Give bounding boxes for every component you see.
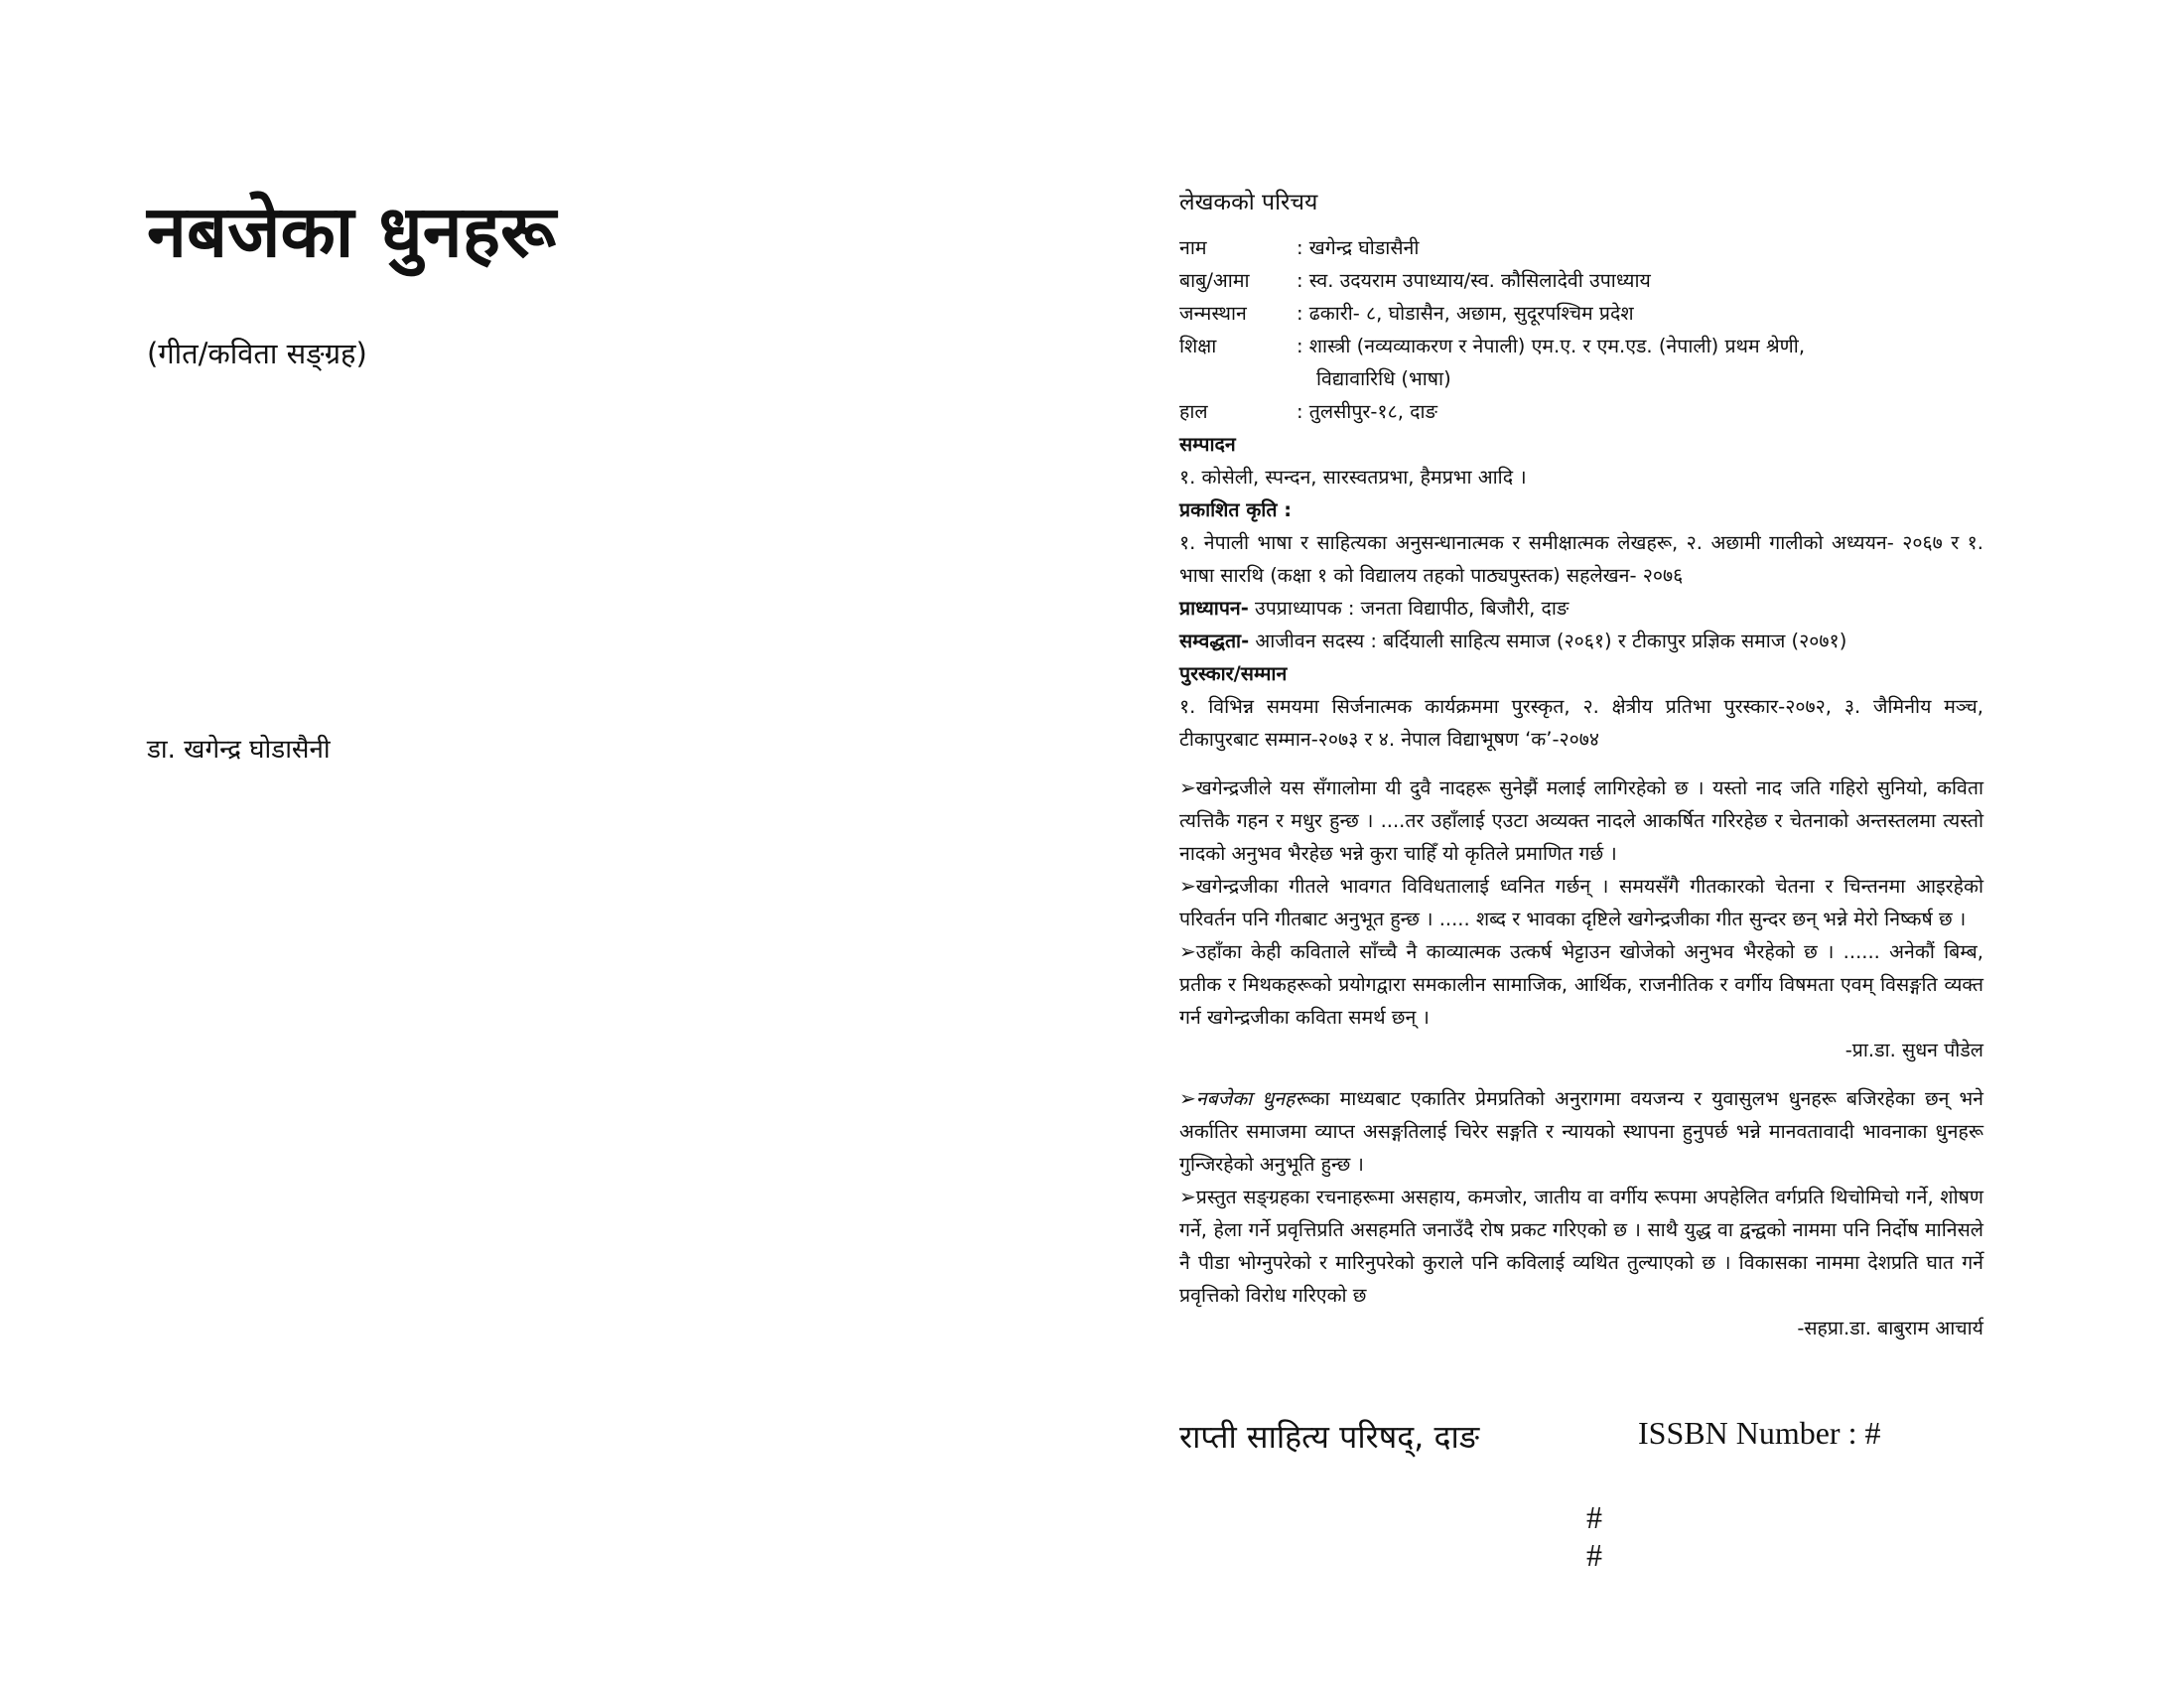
review-quote-5 <box>1179 1181 1983 1312</box>
affiliation-text: आजीवन सदस्य : बर्दियाली साहित्य समाज (२०६१) र टीकापुर प्रज्ञिक समाज (२०७१) <box>1249 630 1847 652</box>
info-value-line: विद्यावारिधि (भाषा) <box>1316 367 1451 390</box>
info-value: : खगेन्द्र घोडासैनी <box>1297 236 1420 259</box>
review-quote-text: खगेन्द्रजीका गीतले भावगत विविधतालाई ध्वनित गर्छन् । समयसँगै गीतकारको चेतना र चिन्तनमा आइरहेको परिवर्तन पनि गीतबाट अनुभूत हुन्छ । ..... शब्द र भावका दृष्टिले खगेन्द्रजीका गीत सुन्दर छन् भन्ने मेरो निष्कर्ष छ । <box>1179 875 1983 930</box>
review-quote-2 <box>1179 870 1983 935</box>
review-quote-text: खगेन्द्रजीले यस सँगालोमा यी दुवै नादहरू सुनेझैं मलाई लागिरहेको छ । यस्तो नाद जति गहिरो सुनियो, कविता त्यत्तिकै गहन र मधुर हुन्छ । ....तर उहाँलाई एउटा अव्यक्त नादले आकर्षित गरिरहेछ र चेतनाको अन्तस्तलमा त्यस्तो नादको अनुभव भैरहेछ भन्ने कुरा चाहिँ यो कृतिले प्रमाणित गर्छ । <box>1179 776 1983 865</box>
back-cover-footer <box>1179 1415 1983 1475</box>
info-row-current <box>1179 395 1983 428</box>
hash-mark: # <box>1586 1499 1602 1535</box>
author-intro-heading: लेखकको परिचय <box>1179 190 1318 215</box>
info-row-parents <box>1179 264 1983 297</box>
book-author: डा. खगेन्द्र घोडासैनी <box>147 735 331 765</box>
info-key: शिक्षा <box>1179 335 1217 357</box>
info-value: : ढकारी- ८, घोडासैन, अछाम, सुदूरपश्चिम प्रदेश <box>1297 302 1634 325</box>
teaching-line <box>1179 592 1983 625</box>
review-quote-4 <box>1179 1082 1983 1181</box>
review-quote-text: का माध्यबाट एकातिर प्रेमप्रतिको अनुरागमा वयजन्य र युवासुलभ धुनहरू बजिरहेका छन् भने अर्कातिर समाजमा व्याप्त असङ्गतिलाई चिरेर सङ्गति र न्यायको स्थापना हुनुपर्छ भन्ने मानवतावादी भावनाका धुनहरू गुन्जिरहेको अनुभूति हुन्छ । <box>1179 1087 1983 1176</box>
info-value-line: : शास्त्री (नव्यव्याकरण र नेपाली) एम.ए. र एम.एड. (नेपाली) प्रथम श्रेणी, <box>1297 335 1806 357</box>
info-key: हाल <box>1179 400 1208 423</box>
isbn-label: ISSBN Number : # <box>1638 1415 1881 1451</box>
reviewer-signature-2: -सहप्रा.डा. बाबुराम आचार्य <box>1797 1317 1983 1339</box>
publisher-name: राप्ती साहित्य परिषद्, दाङ <box>1179 1418 1480 1456</box>
arrow-bullet-icon: ➢ <box>1179 1086 1196 1110</box>
awards-text: १. विभिन्न समयमा सिर्जनात्मक कार्यक्रममा पुरस्कृत, २. क्षेत्रीय प्रतिभा पुरस्कार-२०७२, ३. जैमिनीय मञ्च, टीकापुरबाट सम्मान-२०७३ र ४. नेपाल विद्याभूषण ‘क’-२०७४ <box>1179 695 1983 751</box>
info-value: : तुलसीपुर-१८, दाङ <box>1297 400 1437 423</box>
review-quote-text: उहाँका केही कविताले साँच्चै नै काव्यात्मक उत्कर्ष भेट्टाउन खोजेको अनुभव भैरहेको छ । ...... अनेकौं बिम्ब, प्रतीक र मिथकहरूको प्रयोगद्वारा समकालीन सामाजिक, आर्थिक, राजनीतिक र वर्गीय विषमता एवम् विसङ्गति व्यक्त गर्न खगेन्द्रजीका कविता समर्थ छन् । <box>1179 940 1983 1029</box>
book-subtitle: (गीत/कविता सङ्ग्रह) <box>147 337 367 371</box>
info-key: बाबु/आमा <box>1179 269 1250 292</box>
info-row-education <box>1179 330 1983 395</box>
awards-label: पुरस्कार/सम्मान <box>1179 662 1288 685</box>
arrow-bullet-icon: ➢ <box>1179 939 1196 963</box>
review-quote-text: प्रस्तुत सङ्ग्रहका रचनाहरूमा असहाय, कमजोर, जातीय वा वर्गीय रूपमा अपहेलित वर्गप्रति थिचोमिचो गर्ने, शोषण गर्ने, हेला गर्ने प्रवृत्तिप्रति असहमति जनाउँदै रोष प्रकट गरिएको छ । साथै युद्ध वा द्वन्द्वको नाममा पनि निर्दोष मानिसले नै पीडा भोग्नुपरेको र मारिनुपरेको कुराले पनि कविलाई व्यथित तुल्याएको छ । विकासका नाममा देशप्रति घात गर्ने प्रवृत्तिको विरोध गरिएको छ <box>1179 1186 1983 1307</box>
back-cover <box>1179 187 1983 1344</box>
info-row-birthplace <box>1179 297 1983 330</box>
info-key: नाम <box>1179 236 1207 259</box>
hash-mark: # <box>1586 1537 1602 1573</box>
affiliation-label: सम्वद्धता- <box>1179 630 1250 652</box>
info-key: जन्मस्थान <box>1179 302 1247 325</box>
published-works-label: प्रकाशित कृति : <box>1179 498 1293 521</box>
arrow-bullet-icon: ➢ <box>1179 874 1196 898</box>
reviewer-signature-1: -प्रा.डा. सुधन पौडेल <box>1844 1039 1983 1061</box>
review-quote-3 <box>1179 935 1983 1034</box>
review-quote-1 <box>1179 772 1983 870</box>
arrow-bullet-icon: ➢ <box>1179 1185 1196 1208</box>
teaching-text: उपप्राध्यापक : जनता विद्यापीठ, बिजौरी, दाङ <box>1248 597 1570 620</box>
book-title: नबजेका धुनहरू <box>147 190 556 273</box>
arrow-bullet-icon: ➢ <box>1179 775 1196 799</box>
editing-text: १. कोसेली, स्पन्दन, सारस्वतप्रभा, हैमप्रभा आदि । <box>1179 466 1527 489</box>
published-works-text: १. नेपाली भाषा र साहित्यका अनुसन्धानात्मक र समीक्षात्मक लेखहरू, २. अछामी गालीको अध्ययन- २०६७ र १. भाषा सारथि (कक्षा १ को विद्यालय तहको पाठ्यपुस्तक) सहलेखन- २०७६ <box>1179 531 1983 587</box>
info-row-name <box>1179 231 1983 264</box>
book-title-italic: नबजेका धुनहरू <box>1195 1087 1310 1110</box>
front-cover <box>147 189 1040 372</box>
teaching-label: प्राध्यापन- <box>1179 597 1249 620</box>
editing-label: सम्पादन <box>1179 433 1236 456</box>
info-value <box>1297 330 1983 395</box>
affiliation-line <box>1179 625 1983 657</box>
info-value: : स्व. उदयराम उपाध्याय/स्व. कौसिलादेवी उपाध्याय <box>1297 269 1651 292</box>
